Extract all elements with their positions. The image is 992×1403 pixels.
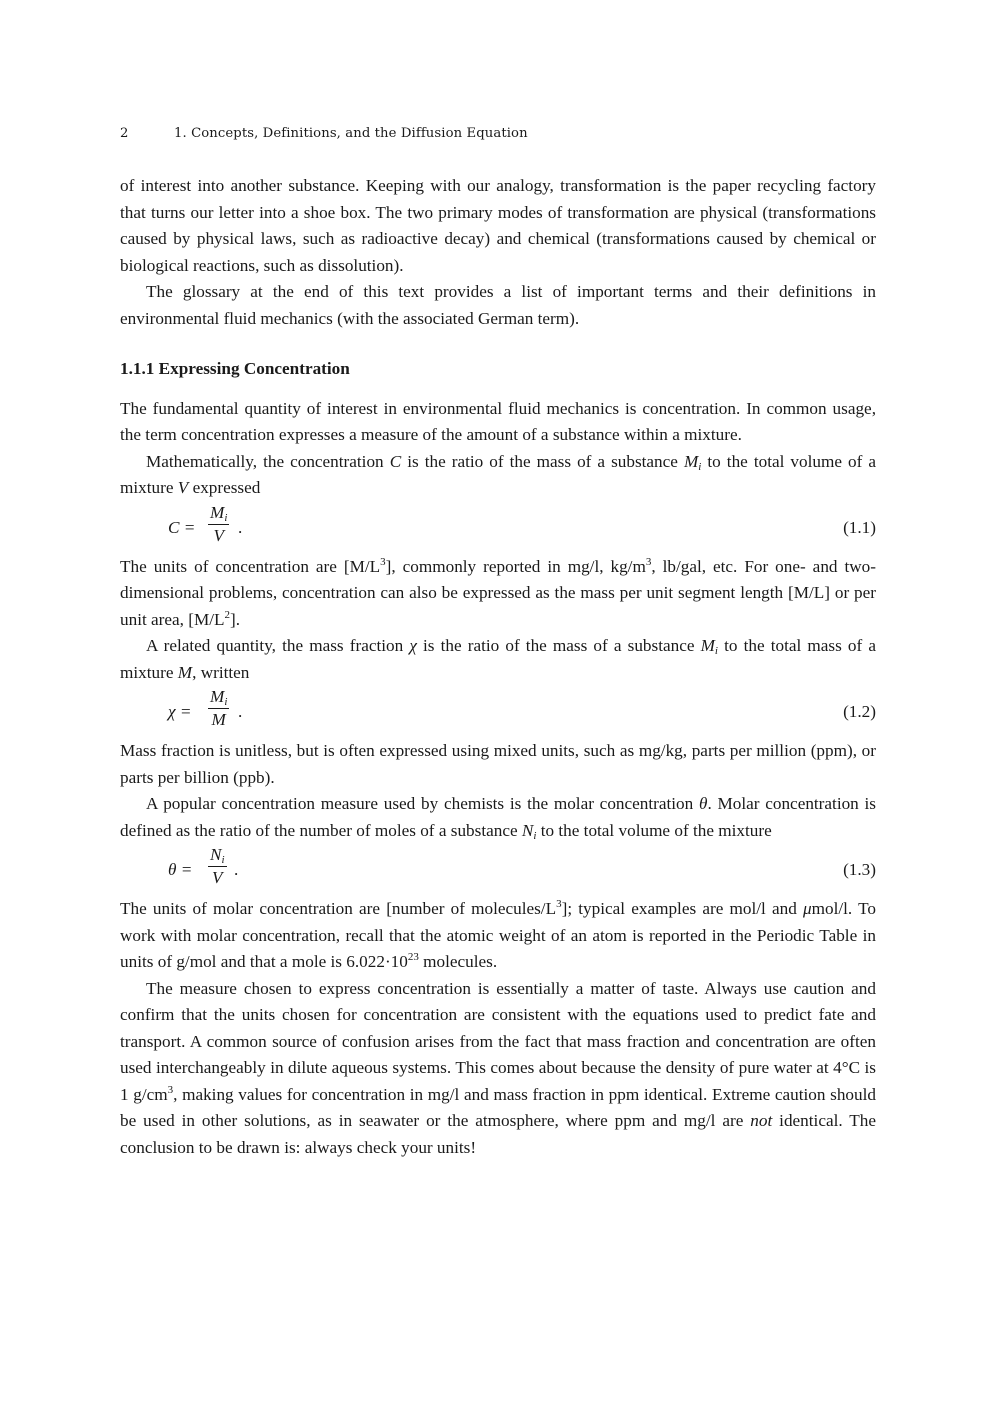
running-header: [120, 126, 528, 141]
paragraph-unitless: Mass fraction is unitless, but is often expressed using mixed units, such as mg/kg, parts per million (ppm), or parts per billion (ppb).: [120, 741, 876, 787]
running-title: 1. Concepts, Definitions, and the Diffusion Equation: [174, 126, 528, 141]
equation-lhs: χ =: [168, 702, 192, 721]
equation-1-1: C = $\frac{M_i}{V}$ . (1.1): [168, 502, 876, 545]
equation-number: (1.2): [843, 702, 876, 721]
equation-number: (1.3): [843, 860, 876, 879]
paragraph-caution: The measure chosen to express concentration is essentially a matter of taste. Always use caution and confirm that the units chosen for concentration are consistent with the equations used to predict fate and transport. A common source of confusion arises from the fact that mass fraction and concentration are often used interchangeably in dilute aqueous systems. This comes about because the density of pure water at 4°C is 1 $g/cm^3$, making values for concentration in mg/l and mass fraction in ppm identical. Extreme caution should be used in other solutions, as in seawater or the atmosphere, where ppm and mg/l are not identical. The conclusion to be drawn is: always check your units!: [120, 978, 876, 1157]
body-text: [120, 173, 876, 1161]
page-number: 2: [120, 126, 129, 141]
paragraph-molar: A popular concentration measure used by chemists is the molar concentration θ. Molar concentration is defined as the ratio of the number of moles of a substance $N_i$ to the total volume of the mixture: [120, 794, 876, 842]
paragraph-molar-units: The units of molar concentration are [number of molecules/$L^3$]; typical examples are mol/l and μmol/l. To work with molar concentration, recall that the atomic weight of an atom is reported in the Periodic Table in units of g/mol and that a mole is $6.022\cdot 10^{23}$ molecules.: [120, 898, 876, 971]
fraction: $\frac{M_i}{V}$: [210, 502, 228, 545]
paragraph-concentration-definition: Mathematically, the concentration C is the ratio of the mass of a substance $M_i$ to the total volume of a mixture V expressed: [120, 451, 876, 497]
fraction: $\frac{M_i}{M}$: [210, 687, 228, 729]
section-heading: 1.1.1 Expressing Concentration: [120, 359, 350, 378]
paragraph-glossary: The glossary at the end of this text provides a list of important terms and their definitions in environmental fluid mechanics (with the associated German term).: [120, 282, 876, 328]
equation-number: (1.1): [843, 517, 876, 537]
equation-1-3: θ = $\frac{N_i}{V}$ . (1.3): [168, 845, 876, 887]
equation-lhs: θ =: [168, 860, 193, 879]
equation-1-2: χ = $\frac{M_i}{M}$ . (1.2): [168, 687, 876, 729]
fraction: $\frac{N_i}{V}$: [210, 845, 225, 887]
paragraph-mass-fraction: A related quantity, the mass fraction χ is the ratio of the mass of a substance $M_i$ to the total mass of a mixture M, written: [120, 636, 876, 682]
paragraph-fundamental-quantity: The fundamental quantity of interest in environmental fluid mechanics is concentration. In common usage, the term concentration expresses a measure of the amount of a substance within a mixture.: [120, 398, 876, 444]
paragraph-units: The units of concentration are $[M/L^3]$, commonly reported in mg/l, $kg/m^3$, lb/gal, etc. For one- and two-dimensional problems, concentration can also be expressed as the mass per unit segment length [M/L] or per unit area, $[M/L^2]$.: [120, 555, 876, 629]
equation-lhs: C =: [168, 517, 196, 537]
paragraph-transformation: of interest into another substance. Keeping with our analogy, transformation is the paper recycling factory that turns our letter into a shoe box. The two primary modes of transformation are physical (transformations caused by physical laws, such as radioactive decay) and chemical (transformations caused by chemical or biological reactions, such as dissolution).: [120, 176, 876, 275]
